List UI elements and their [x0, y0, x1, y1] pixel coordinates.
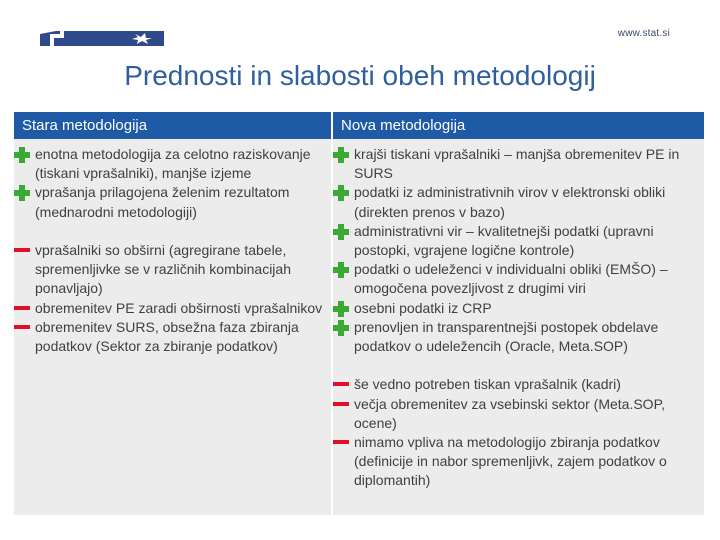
item-text: vprašalniki so obširni (agregirane tabele, spremenljivke se v različnih kombinacijah ponavljajo): [35, 242, 291, 297]
plus-icon: [333, 147, 349, 163]
item-text: vprašanja prilagojena želenim rezultatom (mednarodni metodologiji): [35, 184, 290, 220]
item-text: prenovljen in transparentnejši postopek obdelave podatkov o udeležencih (Oracle, Meta.SOP): [354, 318, 659, 355]
list-item: [333, 222, 704, 260]
new-methodology-heading: Nova metodologija: [333, 112, 704, 139]
plus-icon: [333, 262, 349, 278]
list-item: [333, 260, 704, 298]
list-item: [14, 299, 331, 318]
site-url: www.stat.si: [617, 28, 670, 39]
list-item: [333, 318, 704, 356]
item-text: še vedno potreben tiskan vprašalnik (kadri): [354, 376, 621, 393]
minus-icon: [14, 299, 30, 315]
minus-icon: [14, 241, 30, 257]
list-item: [333, 183, 704, 221]
logo-graphic: [38, 26, 166, 48]
plus-icon: [333, 224, 349, 240]
item-text: enotna metodologija za celotno raziskovanje (tiskani vprašalniki), manjše izjeme: [35, 146, 311, 182]
item-text: krajši tiskani vprašalniki – manjša obremenitev PE in SURS: [354, 146, 680, 182]
plus-icon: [333, 301, 349, 317]
old-methodology-panel: [14, 112, 331, 515]
list-item: [14, 241, 331, 299]
item-text: podatki iz administrativnih virov v elektronski obliki (direkten prenos v bazo): [354, 184, 666, 220]
list-item: [333, 145, 704, 183]
list-item: [14, 318, 331, 356]
page-title: Prednosti in slabosti obeh metodologij: [124, 60, 596, 91]
item-text: osebni podatki iz CRP: [354, 299, 492, 316]
plus-icon: [333, 185, 349, 201]
item-text: podatki o udeleženci v individualni obliki (EMŠO) – omogočena povezljivost z drugimi viri: [354, 261, 668, 297]
minus-icon: [333, 395, 349, 411]
new-methodology-panel: [333, 112, 704, 515]
list-item: [333, 299, 704, 318]
item-text: večja obremenitev za vsebinski sektor (Meta.SOP, ocene): [354, 395, 665, 431]
item-text: obremenitev PE zaradi obširnosti vprašalnikov: [35, 299, 323, 316]
minus-icon: [333, 375, 349, 391]
item-text: administrativni vir – kvalitetnejši podatki (upravni postopki, vgrajene logične kontrole): [354, 222, 654, 259]
plus-icon: [14, 147, 30, 163]
old-methodology-heading: Stara metodologija: [14, 112, 331, 139]
minus-icon: [14, 318, 30, 334]
list-item: [333, 395, 704, 433]
plus-icon: [333, 320, 349, 336]
minus-icon: [333, 433, 349, 449]
item-text: obremenitev SURS, obsežna faza zbiranja podatkov (Sektor za zbiranje podatkov): [35, 318, 299, 355]
list-item: [14, 183, 331, 221]
item-text: nimamo vpliva na metodologijo zbiranja podatkov (definicije in nabor spremenljivk, zajem podatkov o diplomantih): [354, 434, 667, 489]
plus-icon: [14, 185, 30, 201]
list-item: [333, 375, 704, 394]
list-item: [14, 145, 331, 183]
list-item: [333, 433, 704, 491]
